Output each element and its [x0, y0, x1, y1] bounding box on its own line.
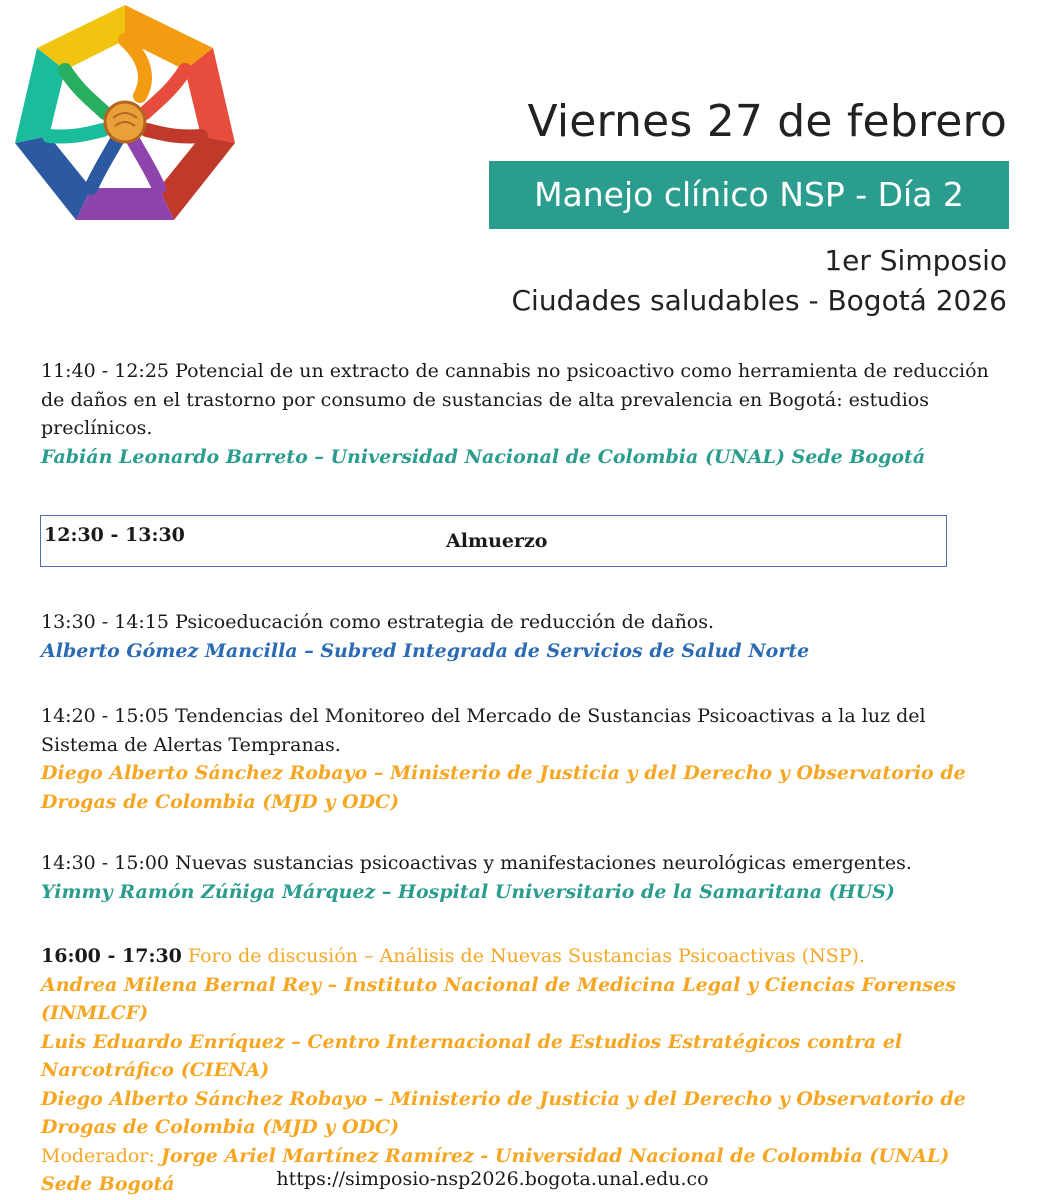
session-speaker: Yimmy Ramón Zúñiga Márquez – Hospital Universitario de la Samaritana (HUS) — [41, 880, 895, 903]
forum-line — [41, 942, 1001, 971]
session-block — [41, 357, 1001, 471]
day-banner: Manejo clínico NSP - Día 2 — [489, 161, 1009, 229]
lunch-time: 12:30 - 13:30 — [44, 524, 185, 546]
session-line — [41, 702, 1001, 759]
forum-block — [41, 942, 1001, 1199]
session-block — [41, 702, 1001, 816]
session-time: 14:30 - 15:00 — [41, 852, 170, 874]
session-title: Psicoeducación como estrategia de reducción de daños. — [175, 611, 715, 633]
lunch-label: Almuerzo — [446, 530, 548, 552]
forum-speaker: Andrea Milena Bernal Rey – Instituto Nacional de Medicina Legal y Ciencias Forenses (INMLCF) — [41, 973, 956, 1024]
session-time: 14:20 - 15:05 — [41, 705, 170, 727]
forum-speaker: Diego Alberto Sánchez Robayo – Ministerio de Justicia y del Derecho y Observatorio de Drogas de Colombia (MJD y ODC) — [41, 1087, 966, 1138]
moderator-label: Moderador: — [41, 1144, 155, 1167]
session-title: Nuevas sustancias psicoactivas y manifestaciones neurológicas emergentes. — [175, 852, 912, 874]
page-title: Viernes 27 de febrero — [527, 96, 1007, 147]
session-line — [41, 849, 1001, 878]
session-block — [41, 608, 1001, 665]
session-title: Potencial de un extracto de cannabis no psicoactivo como herramienta de reducción de daños en el trastorno por consumo de sustancias de alta prevalencia en Bogotá: estudios preclínicos. — [41, 360, 989, 439]
forum-speaker: Luis Eduardo Enríquez – Centro Internacional de Estudios Estratégicos contra el Narcotráfico (CIENA) — [41, 1030, 903, 1081]
lunch-box — [40, 515, 947, 567]
symposium-logo — [0, 0, 250, 235]
session-speaker: Alberto Gómez Mancilla – Subred Integrada de Servicios de Salud Norte — [41, 639, 810, 662]
session-speaker: Diego Alberto Sánchez Robayo – Ministerio de Justicia y del Derecho y Observatorio de Drogas de Colombia (MJD y ODC) — [41, 762, 966, 813]
session-title: Tendencias del Monitoreo del Mercado de Sustancias Psicoactivas a la luz del Sistema de Alertas Tempranas. — [41, 705, 926, 756]
session-line — [41, 357, 1001, 443]
session-block — [41, 849, 1001, 906]
forum-time: 16:00 - 17:30 — [41, 945, 182, 967]
session-time: 13:30 - 14:15 — [41, 611, 170, 633]
event-location: Ciudades saludables - Bogotá 2026 — [511, 284, 1007, 317]
footer-url[interactable]: https://simposio-nsp2026.bogota.unal.edu.co — [276, 1168, 709, 1190]
moderator-name: Jorge Ariel Martínez Ramírez - Universidad Nacional de Colombia (UNAL) Sede Bogotá — [41, 1144, 950, 1195]
forum-title: Foro de discusión – Análisis de Nuevas Sustancias Psicoactivas (NSP). — [187, 945, 865, 967]
event-subtitle: 1er Simposio — [824, 244, 1007, 277]
session-time: 11:40 - 12:25 — [41, 360, 170, 382]
session-speaker: Fabián Leonardo Barreto – Universidad Nacional de Colombia (UNAL) Sede Bogotá — [41, 445, 926, 468]
session-line — [41, 608, 1001, 637]
